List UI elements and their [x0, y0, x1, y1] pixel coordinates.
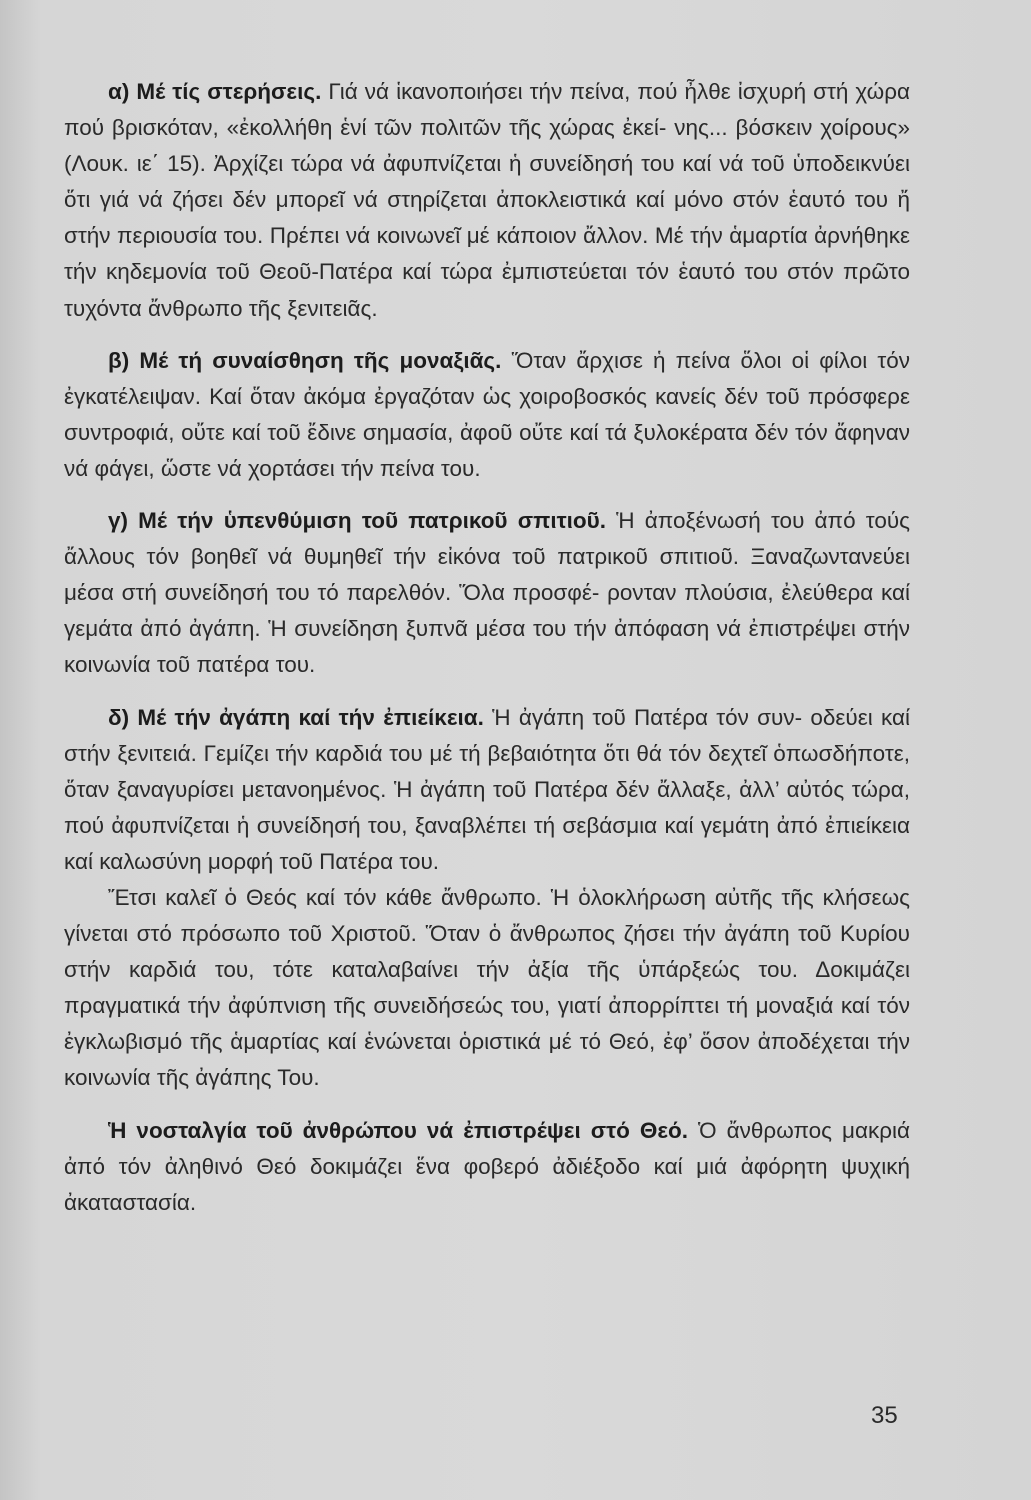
- paragraph-body: Ἔτσι καλεῖ ὁ Θεός καί τόν κάθε ἄνθρωπο. Ἡ ὁλοκλήρωση αὐτῆς τῆς κλήσεως γίνεται στό πρόσωπο τοῦ Χριστοῦ. Ὅταν ὁ ἄνθρωπος ζήσει τήν ἀγάπη τοῦ Κυρίου στήν καρδιά του, τότε καταλαβαίνει τήν ἀξία τῆς ὑπάρξεώς του. Δοκιμάζει πραγματικά τήν ἀφύπνιση τῆς συνειδήσεώς του, γιατί ἀπορρίπτει τή μοναξιά καί τόν ἐγκλωβισμό τῆς ἁμαρτίας καί ἑνώνεται ὁριστικά μέ τό Θεό, ἐφ’ ὅσον ἀποδέχεται τήν κοινωνία τῆς ἀγάπης Του.: [64, 884, 910, 1091]
- paragraph-body: Ὅταν ἄρχισε ἡ πείνα ὅλοι οἱ φίλοι τόν ἐγκατέλειψαν. Καί ὅταν ἀκόμα ἐργαζόταν ὡς χοιροβοσκός κανείς δέν τοῦ πρόσφερε συντροφιά, οὔτε καί τοῦ ἔδινε σημασία, ἀφοῦ οὔτε καί τά ξυλοκέρατα δέν τόν ἄφηναν νά φάγει, ὥστε νά χορτάσει τήν πείνα του.: [64, 347, 910, 481]
- paragraph-deprivations: [64, 74, 910, 327]
- paragraph-heading: δ) Μέ τήν ἀγάπη καί τήν ἐπιείκεια.: [108, 704, 484, 730]
- page-text: [64, 74, 910, 1221]
- paragraph-nostalgia: [64, 1113, 910, 1221]
- paragraph-fathers-house: [64, 503, 910, 683]
- paragraph-heading: Ἡ νοσταλγία τοῦ ἀνθρώπου νά ἐπιστρέψει στό Θεό.: [108, 1117, 689, 1143]
- page-number: 35: [871, 1402, 898, 1429]
- paragraph-loneliness: [64, 343, 910, 487]
- paragraph-body: Γιά νά ἱκανοποιήσει τήν πείνα, πού ἦλθε ἰσχυρή στή χώρα πού βρισκόταν, «ἐκολλήθη ἑνί τῶν πολιτῶν τῆς χώρας ἐκεί- νης... βόσκειν χοίρους» (Λουκ. ιε΄ 15). Ἀρχίζει τώρα νά ἀφυπνίζεται ἡ συνείδησή του καί νά τοῦ ὑποδεικνύει ὅτι γιά νά ζήσει δέν μπορεῖ νά στηρίζεται ἀποκλειστικά καί μόνο στόν ἑαυτό του ἤ στήν περιουσία του. Πρέπει νά κοινωνεῖ μέ κάποιον ἄλλον. Μέ τήν ἁμαρτία ἀρνήθηκε τήν κηδεμονία τοῦ Θεοῦ-Πατέρα καί τώρα ἐμπιστεύεται τόν ἑαυτό του στόν πρῶτο τυχόντα ἄνθρωπο τῆς ξενιτειᾶς.: [64, 79, 910, 321]
- paragraph-heading: γ) Μέ τήν ὑπενθύμιση τοῦ πατρικοῦ σπιτιοῦ.: [108, 508, 606, 534]
- paragraph-body: Ἡ ἀποξένωσή του ἀπό τούς ἄλλους τόν βοηθεῖ νά θυμηθεῖ τήν εἰκόνα τοῦ πατρικοῦ σπιτιοῦ. Ξαναζωντανεύει μέσα στή συνείδησή του τό παρελθόν. Ὅλα προσφέ- ρονταν πλούσια, ἐλεύθερα καί γεμάτα ἀπό ἀγάπη. Ἡ συνείδηση ξυπνᾶ μέσα του τήν ἀπόφαση νά ἐπιστρέψει στήν κοινωνία τοῦ πατέρα του.: [64, 508, 910, 678]
- paragraph-god-calls: [64, 880, 910, 1097]
- paragraph-love-and-clemency: [64, 700, 910, 880]
- paragraph-heading: α) Μέ τίς στερήσεις.: [108, 79, 322, 104]
- paragraph-body: Ὁ ἄνθρωπος μακριά ἀπό τόν ἀληθινό Θεό δοκιμάζει ἕνα φοβερό ἀδιέξοδο καί μιά ἀφόρητη ψυχική ἀκαταστασία.: [64, 1117, 911, 1215]
- paragraph-heading: β) Μέ τή συναίσθηση τῆς μοναξιᾶς.: [108, 347, 502, 373]
- paragraph-body: Ἡ ἀγάπη τοῦ Πατέρα τόν συν- οδεύει καί στήν ξενιτειά. Γεμίζει τήν καρδιά του μέ τή βεβαιότητα ὅτι θά τόν δεχτεῖ ὁπωσδήποτε, ὅταν ξαναγυρίσει μετανοημένος. Ἡ ἀγάπη τοῦ Πατέρα δέν ἄλλαξε, ἀλλ’ αὐτός τώρα, πού ἀφυπνίζεται ἡ συνείδησή του, ξαναβλέπει τή σεβάσμια καί γεμάτη ἀπό ἐπιείκεια καί καλωσύνη μορφή τοῦ Πατέρα του.: [64, 704, 911, 874]
